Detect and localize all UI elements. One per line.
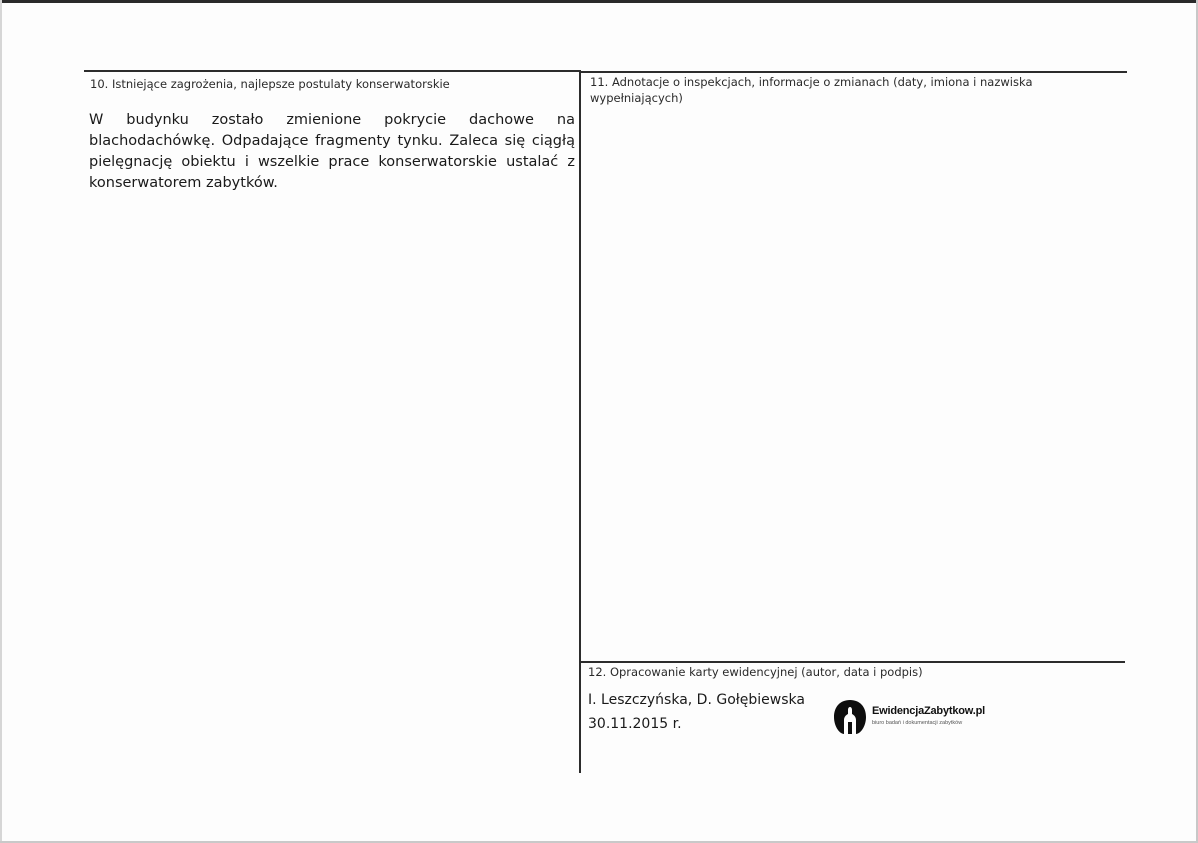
logo-name: EwidencjaZabytkow.pl [872, 705, 985, 717]
section11-label: 11. Adnotacje o inspekcjach, informacje o zmianach (daty, imiona i nazwiska wypełniających) [590, 75, 1033, 105]
scan-edge-left [0, 0, 2, 843]
section12-top-rule [581, 661, 1125, 663]
section12-label: 12. Opracowanie karty ewidencyjnej (autor, data i podpis) [588, 665, 923, 679]
ewidencja-zabytkow-logo [832, 698, 1012, 736]
section10-label: 10. Istniejące zagrożenia, najlepsze postulaty konserwatorskie [90, 77, 450, 91]
keyhole-icon [832, 698, 868, 736]
section10-text: W budynku zostało zmienione pokrycie dachowe na blachodachówkę. Odpadające fragmenty tynku. Zaleca się ciągłą pielęgnację obiektu i wszelkie prace konserwatorskie ustalać z konserwatorem zabytków. [89, 112, 575, 191]
section11-top-rule [581, 71, 1127, 73]
section10-top-rule [84, 70, 580, 72]
section12-date: 30.11.2015 r. [588, 716, 682, 732]
column-divider [579, 70, 581, 773]
logo-tagline: biuro badań i dokumentacji zabytków [872, 720, 963, 726]
section12-authors: I. Leszczyńska, D. Gołębiewska [588, 692, 805, 708]
scan-edge-top [0, 0, 1198, 3]
